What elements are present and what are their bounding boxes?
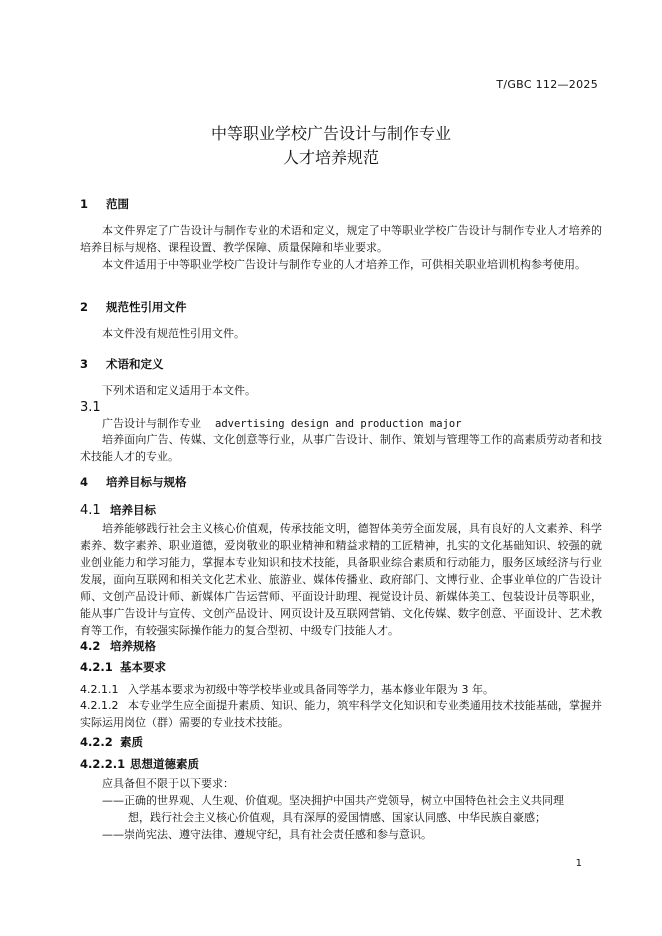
section-2-heading: 2 规范性引用文件 xyxy=(80,300,187,314)
section-1-heading: 1 范围 xyxy=(80,197,129,211)
document-title-line-1: 中等职业学校广告设计与制作专业 xyxy=(210,124,451,143)
section-3-heading: 3 术语和定义 xyxy=(80,357,164,371)
term-definition: 培养面向广告、传媒、文化创意等行业，从事广告设计、制作、策划与管理等工作的高素质劳动者和技术技能人才的专业。 xyxy=(80,433,602,463)
section-4-2-2-1-heading: 4.2.2.1 思想道德素质 xyxy=(80,757,199,771)
section-3-paragraph: 下列术语和定义适用于本文件。 xyxy=(102,384,256,397)
section-3-1-number: 3.1 xyxy=(80,400,101,415)
item-4-2-1-2: 4.2.1.2 本专业学生应全面提升素质、知识、能力，筑牢科学文化知识和专业类通用技术技能基础，掌握并实际运用岗位（群）需要的专业技术技能。 xyxy=(80,699,602,729)
item-4-2-1-1: 4.2.1.1 入学基本要求为初级中等学校毕业或具备同等学力，基本修业年限为 3 年。 xyxy=(80,683,494,696)
term-english: advertising design and production major xyxy=(215,418,462,430)
section-1-paragraph-1: 本文件界定了广告设计与制作专业的术语和定义，规定了中等职业学校广告设计与制作专业人才培养的培养目标与规格、课程设置、教学保障、质量保障和毕业要求。 xyxy=(80,224,602,254)
section-4-2-2-heading: 4.2.2 素质 xyxy=(80,735,143,749)
page-number: 1 xyxy=(575,858,582,869)
term-chinese: 广告设计与制作专业 xyxy=(102,417,201,430)
document-title-line-2: 人才培养规范 xyxy=(282,148,379,167)
section-4-heading: 4 培养目标与规格 xyxy=(80,475,187,489)
section-4-2-1-heading: 4.2.1 基本要求 xyxy=(80,660,166,674)
section-4-1-heading: 4.1 培养目标 xyxy=(80,503,156,518)
requirement-item-2: ——崇尚宪法、遵守法律、遵规守纪，具有社会责任感和参与意识。 xyxy=(102,828,432,841)
section-2-paragraph: 本文件没有规范性引用文件。 xyxy=(102,327,245,340)
requirement-item-1-line-2: 想，践行社会主义核心价值观，具有深厚的爱国情感、国家认同感、中华民族自豪感； xyxy=(128,811,546,824)
requirement-item-1-line-1: ——正确的世界观、人生观、价值观。坚决拥护中国共产党领导，树立中国特色社会主义共同理 xyxy=(102,794,564,807)
requirements-intro: 应具备但不限于以下要求： xyxy=(102,777,234,790)
document-code: T/GBC 112—2025 xyxy=(496,78,598,91)
section-1-paragraph-2: 本文件适用于中等职业学校广告设计与制作专业的人才培养工作，可供相关职业培训机构参考使用。 xyxy=(102,258,586,271)
section-4-1-paragraph: 培养能够践行社会主义核心价值观，传承技能文明，德智体美劳全面发展，具有良好的人文素养、科学素养、数字素养、职业道德，爱岗敬业的职业精神和精益求精的工匠精神，扎实的文化基础知识、较强的就业创业能力和学习能力，掌握本专业知识和技术技能，具备职业综合素质和行动能力，服务区域经济与行业发展，面向互联网和相关文化艺术业、旅游业、媒体传播业、政府部门、文博行业、企事业单位的广告设计师、文创产品设计师、新媒体广告运营师、平面设计助理、视觉设计员、新媒体美工、包装设计员等职业，能从事广告设计与宣传、文创产品设计、网页设计及互联网营销、文化传媒、数字创意、平面设计、艺术教育等工作，有较强实际操作能力的复合型初、中级专门技能人才。 xyxy=(80,522,602,637)
section-4-2-heading: 4.2 培养规格 xyxy=(80,639,156,653)
